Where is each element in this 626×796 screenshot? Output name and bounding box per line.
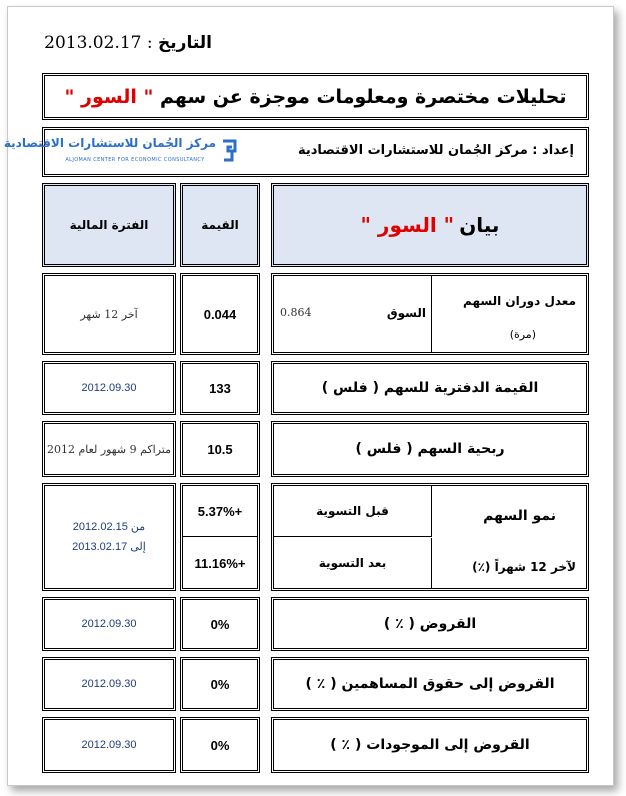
loans-value	[180, 597, 260, 651]
header-period	[42, 183, 176, 267]
loans-period	[42, 597, 176, 651]
prepared-by-text: إعداد : مركز الجُمان للاستشارات الاقتصادية	[297, 143, 574, 158]
growth-before-cell	[183, 486, 257, 537]
turnover-period-text: آخر 12 شهر	[80, 307, 138, 321]
growth-label-text: نمو السهم	[483, 508, 556, 524]
growth-after-label-cell	[274, 538, 432, 588]
growth-after-cell	[183, 538, 257, 588]
header-value	[180, 183, 260, 267]
book-value-value	[180, 361, 260, 415]
growth-after-value: 11.16%+	[194, 555, 246, 571]
growth-values	[180, 483, 260, 591]
report-date: التاريخ : 2013.02.17	[44, 33, 212, 53]
logo-arabic-text: مركز الجُمان للاستشارات الاقتصادية	[3, 136, 216, 150]
title-main: تحليلات مختصرة ومعلومات موجزة عن سهم	[160, 85, 567, 108]
report-title	[42, 73, 589, 120]
aljoman-logo-icon	[220, 138, 238, 164]
loans-equity-value	[180, 657, 260, 711]
growth-label	[271, 483, 589, 591]
loans-period-text: 2012.09.30	[81, 618, 137, 630]
eps-value-text: 10.5	[207, 441, 233, 457]
header-value-label: القيمة	[201, 218, 239, 232]
header-period-label: الفترة المالية	[69, 218, 149, 232]
turnover-label	[271, 273, 589, 355]
report-page	[3, 6, 614, 786]
eps-period	[42, 421, 176, 477]
loans-label-text: القروض ( ٪ )	[383, 616, 477, 632]
loans-equity-label-text: القروض إلى حقوق المساهمين ( ٪ )	[305, 676, 555, 692]
growth-sublabel-text: لآخر 12 شهراً (٪)	[472, 560, 576, 574]
turnover-value	[180, 273, 260, 355]
loans-label	[271, 597, 589, 651]
eps-label	[271, 421, 589, 477]
book-value-label-text: القيمة الدفترية للسهم ( فلس )	[321, 380, 539, 396]
loans-equity-value-text: 0%	[210, 676, 230, 692]
book-value-value-text: 133	[209, 380, 231, 396]
market-label: السوق	[386, 306, 426, 320]
loans-assets-value-text: 0%	[210, 737, 230, 753]
aljoman-logo	[3, 136, 240, 169]
growth-before-value: 5.37%+	[197, 503, 243, 519]
loans-assets-period	[42, 717, 176, 773]
eps-period-text: متراكم 9 شهور لعام 2012	[47, 442, 171, 456]
header-statement	[271, 183, 589, 267]
loans-equity-period	[42, 657, 176, 711]
turnover-value-text: 0.044	[203, 306, 237, 322]
statement-stock-name: " السور "	[360, 213, 455, 237]
turnover-unit-text: (مرة)	[509, 328, 536, 341]
growth-period	[42, 483, 176, 591]
date-value: 2013.02.17	[44, 33, 142, 53]
loans-assets-period-text: 2012.09.30	[81, 739, 137, 751]
loans-assets-value	[180, 717, 260, 773]
loans-equity-label	[271, 657, 589, 711]
book-value-label	[271, 361, 589, 415]
statement-label: بيان	[459, 213, 500, 237]
growth-before-label: قبل التسوية	[316, 504, 389, 518]
turnover-market-label	[280, 306, 426, 320]
growth-period-to: إلى 2013.02.17	[72, 541, 146, 553]
growth-period-from: من 2012.02.15	[72, 521, 146, 533]
loans-assets-label-text: القروض إلى الموجودات ( ٪ )	[330, 737, 530, 753]
growth-after-label: بعد التسوية	[318, 556, 387, 570]
loans-value-text: 0%	[210, 616, 230, 632]
eps-label-text: ربحية السهم ( فلس )	[355, 441, 505, 457]
growth-before-label-cell	[274, 486, 432, 537]
turnover-label-text: معدل دوران السهم	[463, 294, 576, 308]
title-stock-name: " السور "	[64, 85, 154, 108]
logo-english-text: ALJOMAN CENTER FOR ECONOMIC CONSULTANCY	[65, 157, 205, 163]
market-value: 0.864	[280, 306, 312, 319]
eps-value	[180, 421, 260, 477]
turnover-period	[42, 273, 176, 355]
loans-equity-period-text: 2012.09.30	[81, 678, 137, 690]
loans-assets-label	[271, 717, 589, 773]
date-label: التاريخ	[158, 33, 212, 53]
book-value-period	[42, 361, 176, 415]
book-value-period-text: 2012.09.30	[81, 382, 137, 394]
